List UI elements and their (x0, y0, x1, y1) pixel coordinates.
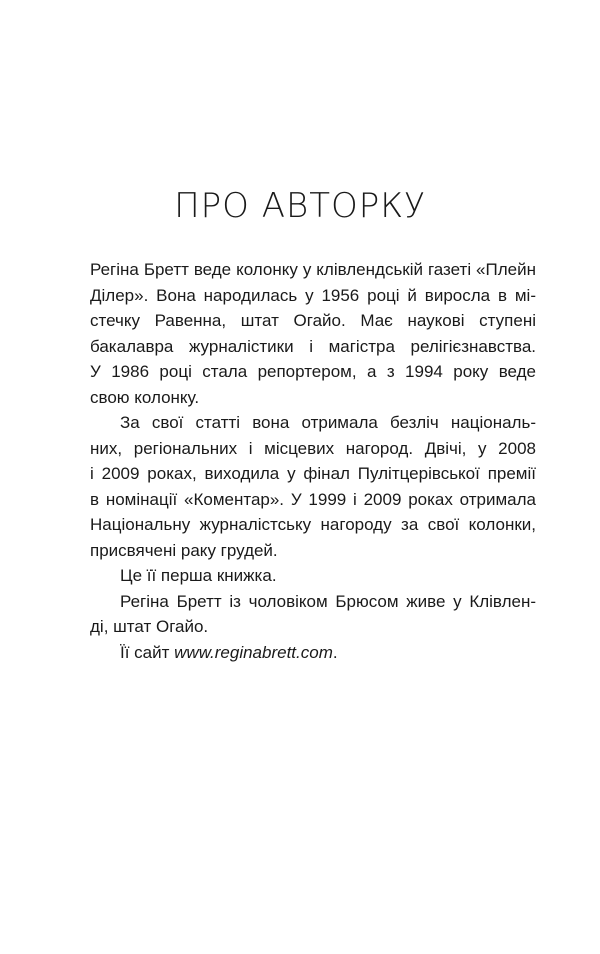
website-prefix: Її сайт (120, 642, 175, 662)
bio-line: Регіна Бретт із чоловіком Брюсом живе у Клівлен- (120, 591, 536, 611)
author-bio (90, 257, 536, 665)
bio-line: За свої статті вона отримала безліч національ- (120, 413, 536, 432)
website-suffix: . (332, 642, 338, 662)
bio-line: стечку Равенна, штат Огайо. Має наукові ступені (90, 311, 536, 330)
bio-paragraph (90, 410, 536, 563)
bio-paragraph (90, 589, 536, 640)
bio-paragraph (90, 563, 536, 589)
bio-line: свою колонку. (90, 387, 200, 407)
bio-line: них, регіональних і місцевих нагород. Двічі, у 2008 (90, 438, 536, 458)
bio-line: Регіна Бретт веде колонку у клівлендській газеті «Плейн (90, 260, 536, 279)
bio-line: присвячені раку грудей. (90, 540, 278, 560)
page-title: ПРО АВТОРКУ (174, 186, 426, 226)
bio-line: в номінації «Коментар». У 1999 і 2009 роках отримала (90, 489, 536, 509)
bio-line: Національну журналістську нагороду за свої колонки, (90, 515, 536, 534)
bio-paragraph (90, 640, 536, 666)
bio-line: У 1986 році стала репортером, а з 1994 року веде (90, 362, 536, 381)
bio-line: Ділер». Вона народилась у 1956 році й виросла в мі- (90, 285, 536, 305)
bio-line: і 2009 роках, виходила у фінал Пулітцерівської премії (90, 464, 536, 483)
website-link[interactable]: www.reginabrett.com (174, 642, 333, 662)
website-line (90, 640, 536, 666)
bio-line: ді, штат Огайо. (90, 617, 209, 636)
bio-paragraph (90, 257, 536, 410)
bio-line: бакалавра журналістики і магістра релігієзнавства. (90, 336, 536, 356)
bio-line: Це її перша книжка. (120, 566, 277, 585)
